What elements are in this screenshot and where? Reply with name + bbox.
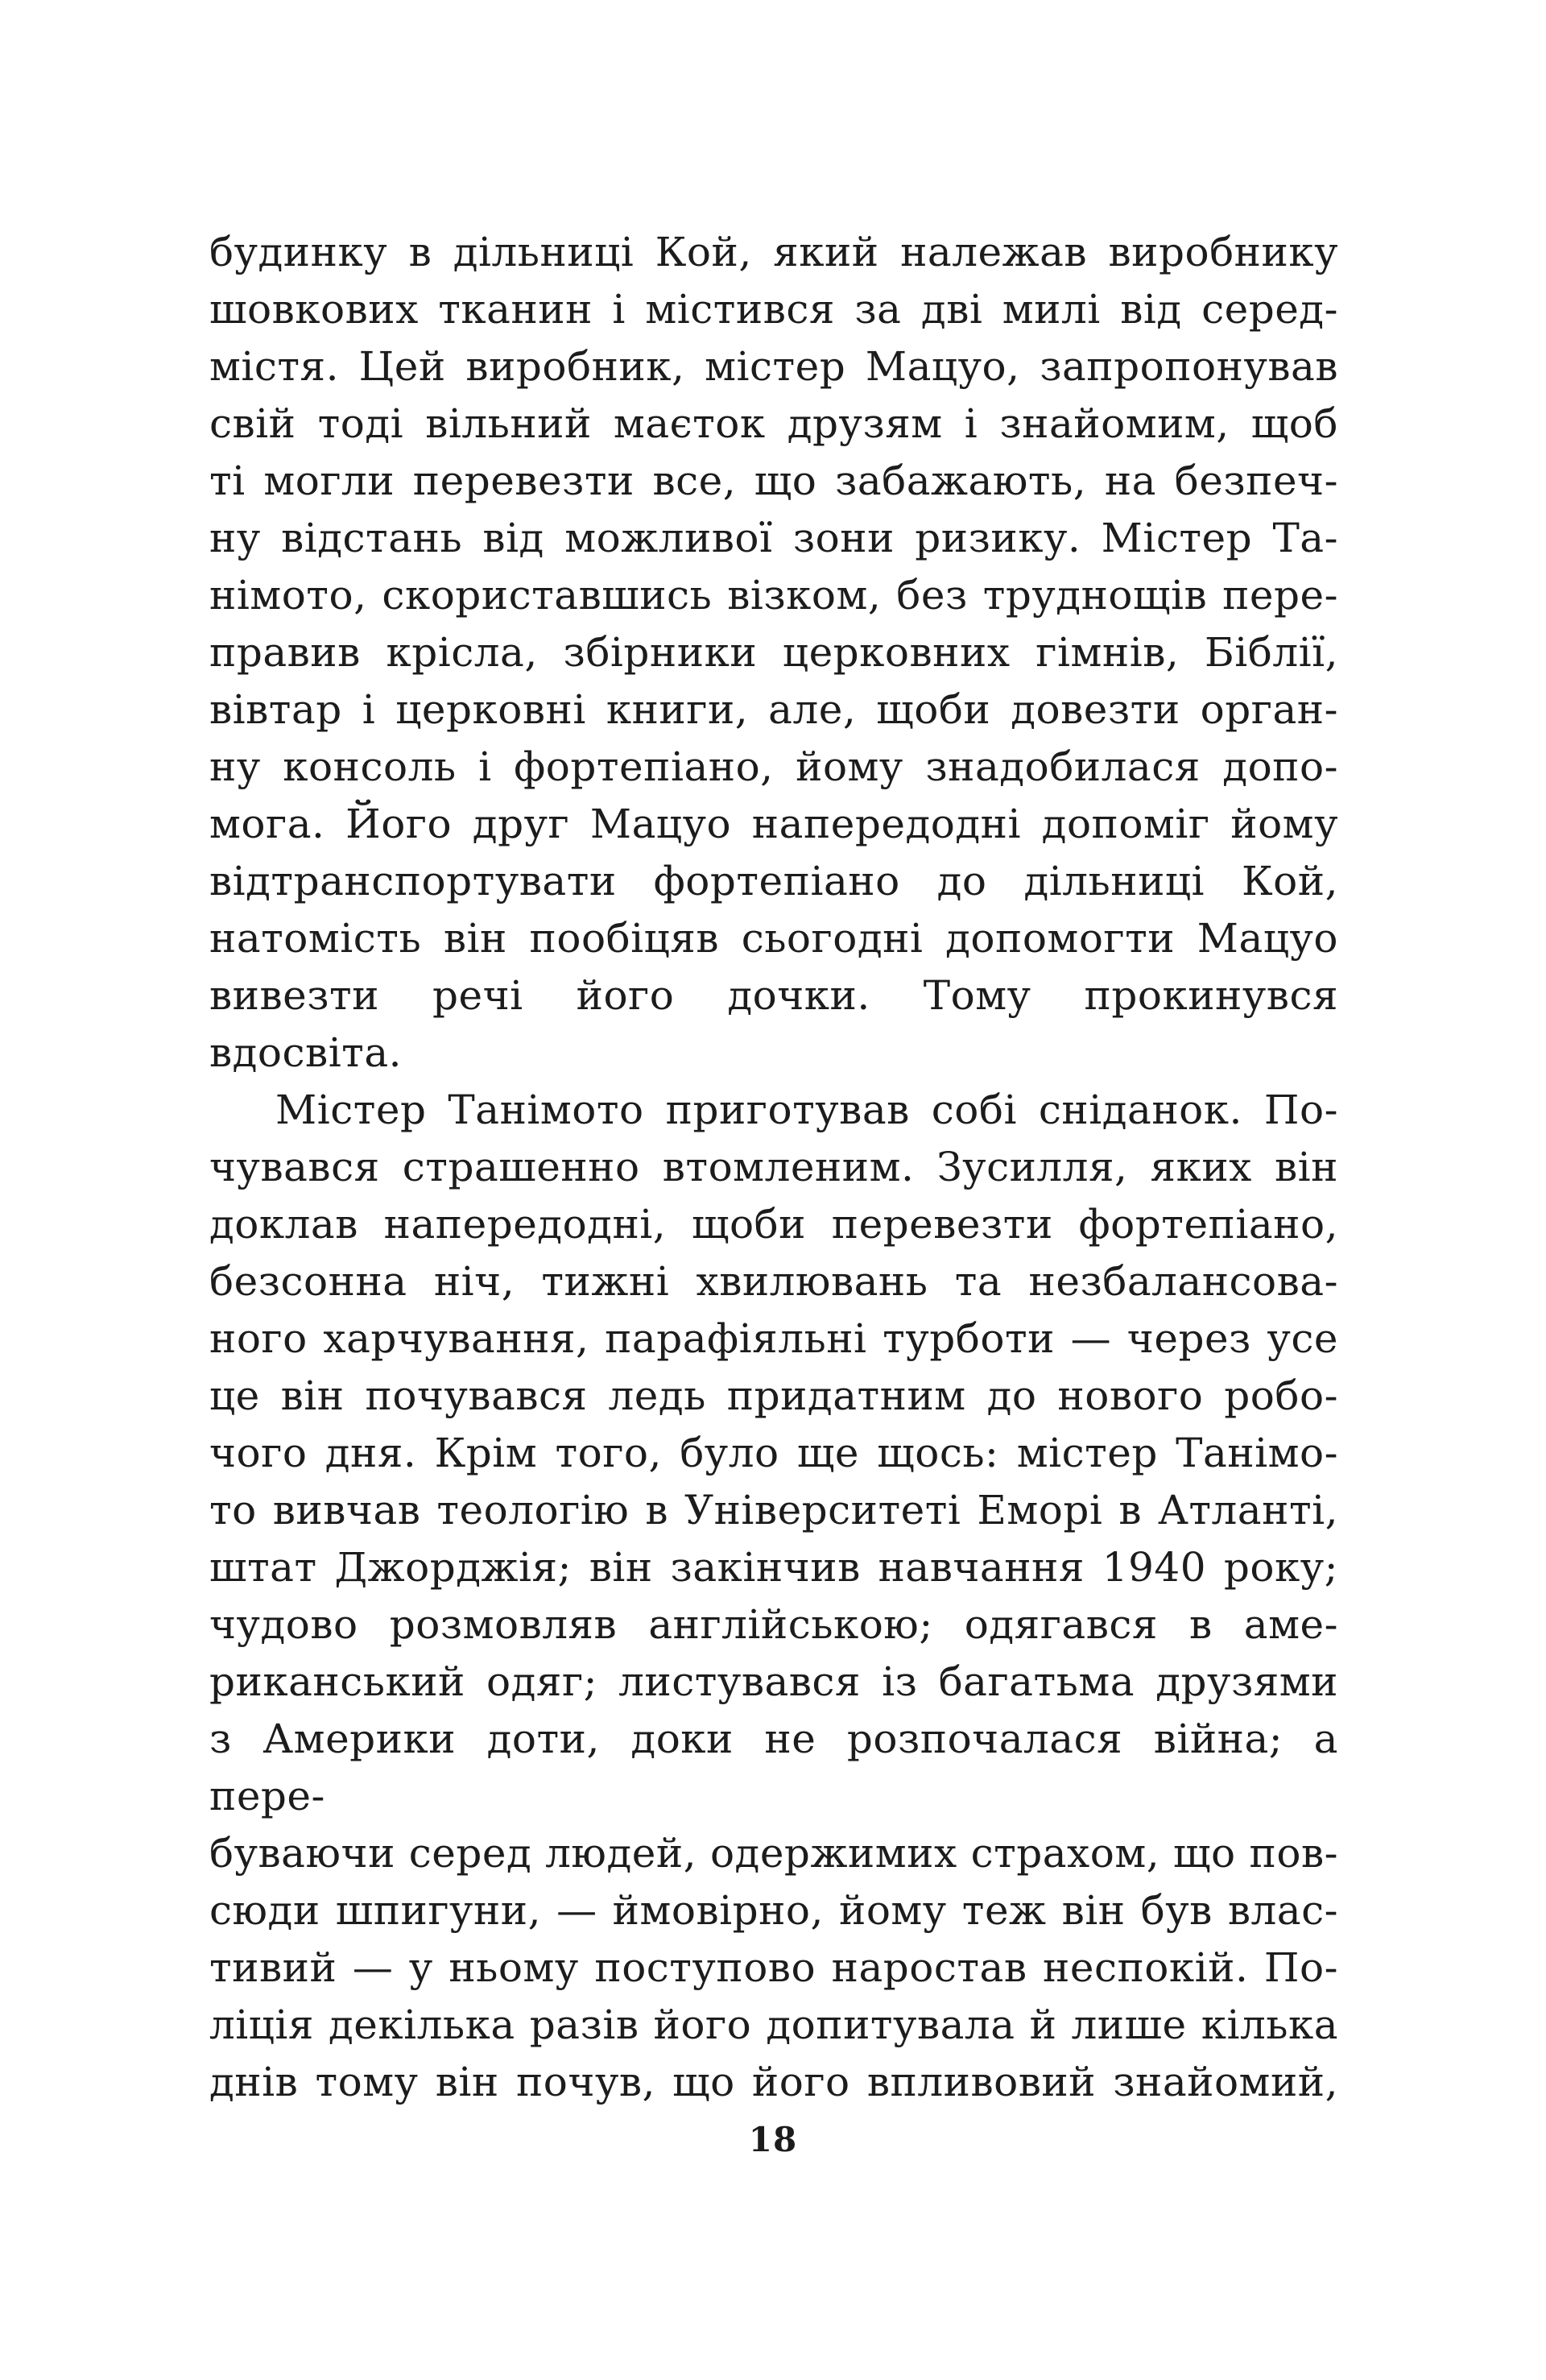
text-line: з Америки доти, доки не розпочалася війна; а пере- [209, 1716, 1338, 1819]
text-line: натомість він пообіцяв сьогодні допомогти Мацуо [209, 915, 1338, 962]
text-line: безсонна ніч, тижні хвилювань та незбалансова- [209, 1258, 1338, 1305]
text-line: чудово розмовляв англійською; одягався в аме- [209, 1601, 1338, 1648]
text-line: чувався страшенно втомленим. Зусилля, яких він [209, 1144, 1338, 1190]
text-line: будинку в дільниці Кой, який належав виробнику [209, 229, 1338, 275]
text-line: шовкових тканин і містився за дві милі від серед- [209, 286, 1338, 333]
text-line: містя. Цей виробник, містер Мацуо, запропонував [209, 343, 1338, 390]
text-line: ного харчування, парафіяльні турботи — через усе [209, 1315, 1338, 1362]
text-line: відтранспортувати фортепіано до дільниці Кой, [209, 858, 1338, 904]
text-line: вівтар і церковні книги, але, щоби довезти орган- [209, 686, 1338, 733]
text-line: сюди шпигуни, — ймовірно, йому теж він був влас- [209, 1887, 1338, 1934]
text-line: свій тоді вільний маєток друзям і знайомим, щоб [209, 400, 1338, 447]
text-line: днів тому він почув, що його впливовий знайомий, [209, 2059, 1338, 2105]
text-line: ліція декілька разів його допитувала й лише кілька [209, 2001, 1338, 2048]
text-line: тивий — у ньому поступово наростав неспокій. По- [209, 1944, 1338, 1991]
text-line: Містер Танімото приготував собі сніданок. По- [275, 1087, 1338, 1133]
text-line: то вивчав теологію в Університеті Еморі в Атланті, [209, 1487, 1338, 1534]
text-line: німото, скориставшись візком, без труднощів пере- [209, 572, 1338, 619]
paragraph [209, 224, 1338, 1082]
text-line: ті могли перевезти все, що забажають, на безпеч- [209, 457, 1338, 504]
text-line: ну консоль і фортепіано, йому знадобилася допо- [209, 743, 1338, 790]
text-block [209, 224, 1338, 2111]
paragraph [209, 1082, 1338, 2111]
text-line: вивезти речі його дочки. Тому прокинувся вдосвіта. [209, 972, 1338, 1076]
text-line: ну відстань від можливої зони ризику. Містер Та- [209, 515, 1338, 561]
text-line: риканський одяг; листувався із багатьма друзями [209, 1658, 1338, 1705]
text-line: доклав напередодні, щоби перевезти фортепіано, [209, 1201, 1338, 1248]
text-line: чого дня. Крім того, було ще щось: містер Танімо- [209, 1430, 1338, 1476]
text-line: мога. Його друг Мацуо напередодні допоміг йому [209, 801, 1338, 847]
text-line: буваючи серед людей, одержимих страхом, що пов- [209, 1830, 1338, 1877]
text-line: правив крісла, збірники церковних гімнів, Біблії, [209, 629, 1338, 676]
text-line: штат Джорджія; він закінчив навчання 1940 року; [209, 1544, 1338, 1591]
page-number: 18 [748, 2120, 798, 2159]
text-line: це він почувався ледь придатним до нового робо- [209, 1372, 1338, 1419]
